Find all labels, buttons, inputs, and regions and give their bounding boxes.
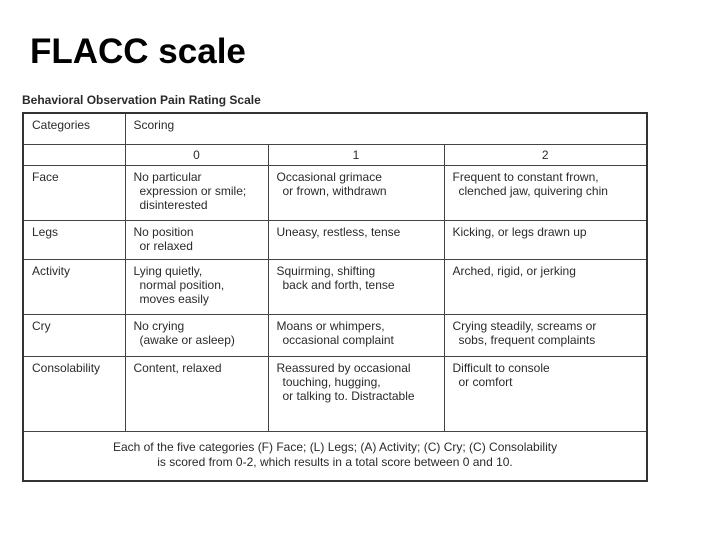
- cell-line: back and forth, tense: [282, 278, 395, 292]
- cell-line: moves easily: [139, 292, 209, 306]
- cry-score-1: [268, 315, 444, 357]
- consolability-score-2: [444, 357, 647, 432]
- table-caption: Behavioral Observation Pain Rating Scale: [22, 93, 261, 107]
- cell-line: Kicking, or legs drawn up: [452, 225, 587, 239]
- activity-score-1: [268, 260, 444, 315]
- scoring-header: Scoring: [125, 113, 647, 145]
- score-header-row: [23, 145, 647, 166]
- category-consolability: Consolability: [23, 357, 125, 432]
- cell-line: or relaxed: [139, 239, 193, 253]
- table-row-activity: [23, 260, 647, 315]
- category-face: Face: [23, 166, 125, 221]
- cell-line: Uneasy, restless, tense: [276, 225, 401, 239]
- consolability-score-0: [125, 357, 268, 432]
- cell-line: Arched, rigid, or jerking: [452, 264, 576, 278]
- cell-line: clenched jaw, quivering chin: [458, 184, 608, 198]
- cell-line: Squirming, shifting: [276, 264, 376, 278]
- cell-line: Reassured by occasional: [276, 361, 411, 375]
- legs-score-0: [125, 221, 268, 260]
- activity-score-0: [125, 260, 268, 315]
- cell-line: disinterested: [139, 198, 208, 212]
- category-cry: Cry: [23, 315, 125, 357]
- face-score-2: [444, 166, 647, 221]
- cell-line: normal position,: [139, 278, 225, 292]
- cell-line: (awake or asleep): [139, 333, 235, 347]
- cell-line: expression or smile;: [139, 184, 247, 198]
- table-row-cry: [23, 315, 647, 357]
- cell-line: sobs, frequent complaints: [458, 333, 596, 347]
- category-legs: Legs: [23, 221, 125, 260]
- cell-line: occasional complaint: [282, 333, 394, 347]
- cell-line: Frequent to constant frown,: [452, 170, 599, 184]
- cell-line: Content, relaxed: [133, 361, 222, 375]
- score-1-header: 1: [268, 145, 444, 166]
- cell-line: or frown, withdrawn: [282, 184, 387, 198]
- header-row: [23, 113, 647, 145]
- cell-line: No particular: [133, 170, 202, 184]
- cell-line: or comfort: [458, 375, 513, 389]
- note-line: is scored from 0-2, which results in a total score between 0 and 10.: [157, 455, 513, 469]
- cell-line: Lying quietly,: [133, 264, 203, 278]
- legs-score-1: [268, 221, 444, 260]
- footer-row: [23, 432, 647, 482]
- legs-score-2: [444, 221, 647, 260]
- table-row-consolability: [23, 357, 647, 432]
- slide-title: FLACC scale: [30, 32, 246, 71]
- cry-score-0: [125, 315, 268, 357]
- categories-header: Categories: [23, 113, 125, 145]
- score-2-header: 2: [444, 145, 647, 166]
- cell-line: Occasional grimace: [276, 170, 382, 184]
- score-0-header: 0: [125, 145, 268, 166]
- face-score-1: [268, 166, 444, 221]
- cell-line: No crying: [133, 319, 185, 333]
- face-score-0: [125, 166, 268, 221]
- cell-line: Difficult to console: [452, 361, 550, 375]
- cell-line: touching, hugging,: [282, 375, 381, 389]
- cell-line: No position: [133, 225, 194, 239]
- activity-score-2: [444, 260, 647, 315]
- category-activity: Activity: [23, 260, 125, 315]
- cell-line: Crying steadily, screams or: [452, 319, 597, 333]
- cry-score-2: [444, 315, 647, 357]
- table-row-legs: [23, 221, 647, 260]
- flacc-table: [22, 112, 648, 482]
- score-header-empty: [23, 145, 125, 166]
- scoring-note: [23, 432, 647, 482]
- table-row-face: [23, 166, 647, 221]
- cell-line: or talking to. Distractable: [282, 389, 415, 403]
- note-line: Each of the five categories (F) Face; (L) Legs; (A) Activity; (C) Cry; (C) Consolability: [112, 440, 558, 454]
- consolability-score-1: [268, 357, 444, 432]
- cell-line: Moans or whimpers,: [276, 319, 385, 333]
